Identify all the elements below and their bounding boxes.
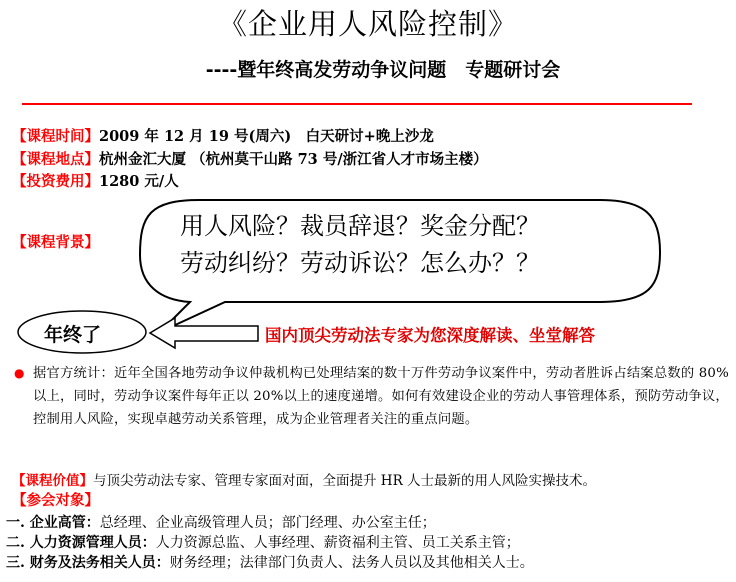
- bubble-line: 用人风险？裁员辞退？奖金分配？: [180, 212, 540, 240]
- info-value: 杭州金汇大厦 （杭州莫干山路 73 号/浙江省人才市场主楼）: [99, 151, 488, 168]
- audience-head: 二. 人力资源管理人员：: [6, 535, 156, 551]
- arrow-left-icon: [150, 318, 258, 348]
- audience-head: 一. 企业高管：: [6, 515, 100, 531]
- value-row: [12, 471, 596, 491]
- expert-claim: 国内顶尖劳动法专家为您深度解读、坐堂解答: [265, 326, 595, 345]
- bubble-text: [180, 208, 540, 282]
- background-paragraph: 据官方统计：近年全国各地劳动争议仲裁机构已处理结案的数十万件劳动争议案件中，劳动者胜诉占结案总数的 80%以上，同时，劳动争议案件每年正以 20%以上的速度递增。如何有效建设企业的劳动人事管理体系，预防劳动争议，控制用人风险，实现卓越劳动关系管理，成为企业管理者关注的重点问题。: [33, 366, 729, 427]
- info-label: 【投资费用】: [12, 173, 99, 190]
- value-text: 与顶尖劳动法专家、管理专家面对面，全面提升 HR 人士最新的用人风险实操技术。: [93, 473, 597, 489]
- background-label: 【课程背景】: [12, 234, 99, 251]
- page-subtitle: ----暨年终高发劳动争议问题 专题研讨会: [205, 59, 561, 81]
- audience-text: 人力资源总监、人事经理、薪资福利主管、员工关系主管；: [155, 535, 520, 551]
- audience-item: [6, 514, 436, 533]
- bullet-icon: ●: [14, 366, 25, 380]
- year-end-label: 年终了: [44, 324, 102, 346]
- info-value: 2009 年 12 月 19 号(周六) 白天研讨+晚上沙龙: [99, 128, 434, 145]
- audience-label: 【参会对象】: [12, 492, 99, 509]
- value-label: 【课程价值】: [12, 473, 93, 489]
- info-label: 【课程时间】: [12, 128, 99, 145]
- info-label: 【课程地点】: [12, 151, 99, 168]
- audience-text: 财务经理；法律部门负责人、法务人员以及其他相关人士。: [169, 555, 534, 571]
- audience-item: [6, 534, 520, 553]
- bubble-line: 劳动纠纷？劳动诉讼？怎么办？？: [180, 249, 540, 277]
- audience-text: 总经理、企业高级管理人员；部门经理、办公室主任；: [99, 515, 436, 531]
- page-title: 《企业用人风险控制》: [217, 7, 518, 41]
- info-value: 1280 元/人: [99, 173, 179, 190]
- audience-item: [6, 554, 534, 573]
- audience-head: 三. 财务及法务相关人员：: [6, 555, 170, 571]
